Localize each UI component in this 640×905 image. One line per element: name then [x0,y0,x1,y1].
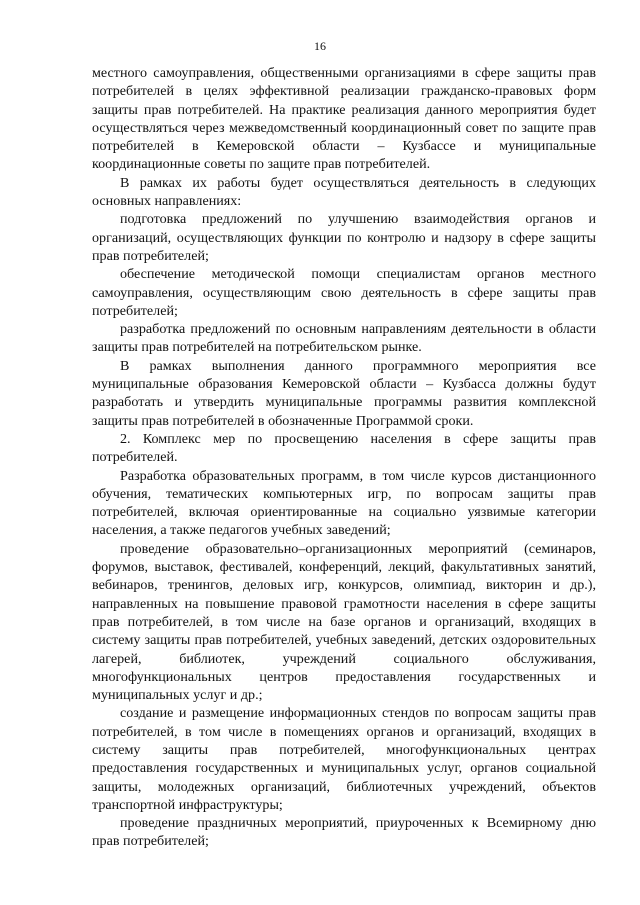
list-item-educational-programs: Разработка образовательных программ, в том числе курсов дистанционного обучения, тематических компьютерных игр, по вопросам защиты прав потребителей, включая ориентированные на социально уязвимые категории населения, а также педагогов учебных заведений; [92,467,596,539]
list-item-educational-events: проведение образовательно–организационных мероприятий (семинаров, форумов, выставок, фестивалей, конференций, лекций, факультативных занятий, вебинаров, тренингов, деловых игр, конкурсов, олимпиад, викторин и др.), направленных на повышение правовой грамотности населения в сфере защиты прав потребителей, в том числе на базе органов и организаций, входящих в систему защиты прав потребителей, учебных заведений, детских оздоровительных лагерей, библиотек, учреждений социального обслуживания, многофункциональных центров предоставления государственных и муниципальных услуг и др.; [92,540,596,704]
list-item-holiday-events: проведение праздничных мероприятий, приуроченных к Всемирному дню прав потребителей; [92,815,596,850]
page-number: 16 [314,39,326,53]
paragraph-municipal-programs: В рамках выполнения данного программного мероприятия все муниципальные образования Кемеровской области – Кузбасса должны будут разработать и утвердить муниципальные программы развития комплексной защиты прав потребителей в обозначенные Программой сроки. [92,357,596,429]
list-item-methodical-help: обеспечение методической помощи специалистам органов местного самоуправления, осуществляющим свою деятельность в сфере защиты прав потребителей; [92,266,596,319]
paragraph-work-directions: В рамках их работы будет осуществляться деятельность в следующих основных направлениях: [92,174,596,210]
section-heading-education: 2. Комплекс мер по просвещению населения в сфере защиты прав потребителей. [92,430,596,466]
list-item-interaction-proposals: подготовка предложений по улучшению взаимодействия органов и организаций, осуществляющих функции по контролю и надзору в сфере защиты прав потребителей; [92,211,596,264]
list-item-direction-proposals: разработка предложений по основным направлениям деятельности в области защиты прав потребителей на потребительском рынке. [92,321,596,356]
body-text [92,64,596,851]
list-item-information-stands: создание и размещение информационных стендов по вопросам защиты прав потребителей, в том числе в помещениях органов и организаций, входящих в систему защиты прав потребителей, многофункциональных центрах предоставления государственных и муниципальных услуг, органов социальной защиты, молодежных организаций, библиотечных учреждений, объектов транспортной инфраструктуры; [92,705,596,813]
paragraph-intro-continuation: местного самоуправления, общественными организациями в сфере защиты прав потребителей в целях эффективной реализации гражданско-правовых форм защиты прав потребителей. На практике реализация данного мероприятия будет осуществляться через межведомственный координационный совет по защите прав потребителей в Кемеровской области – Кузбассе и муниципальные координационные советы по защите прав потребителей. [92,65,596,173]
